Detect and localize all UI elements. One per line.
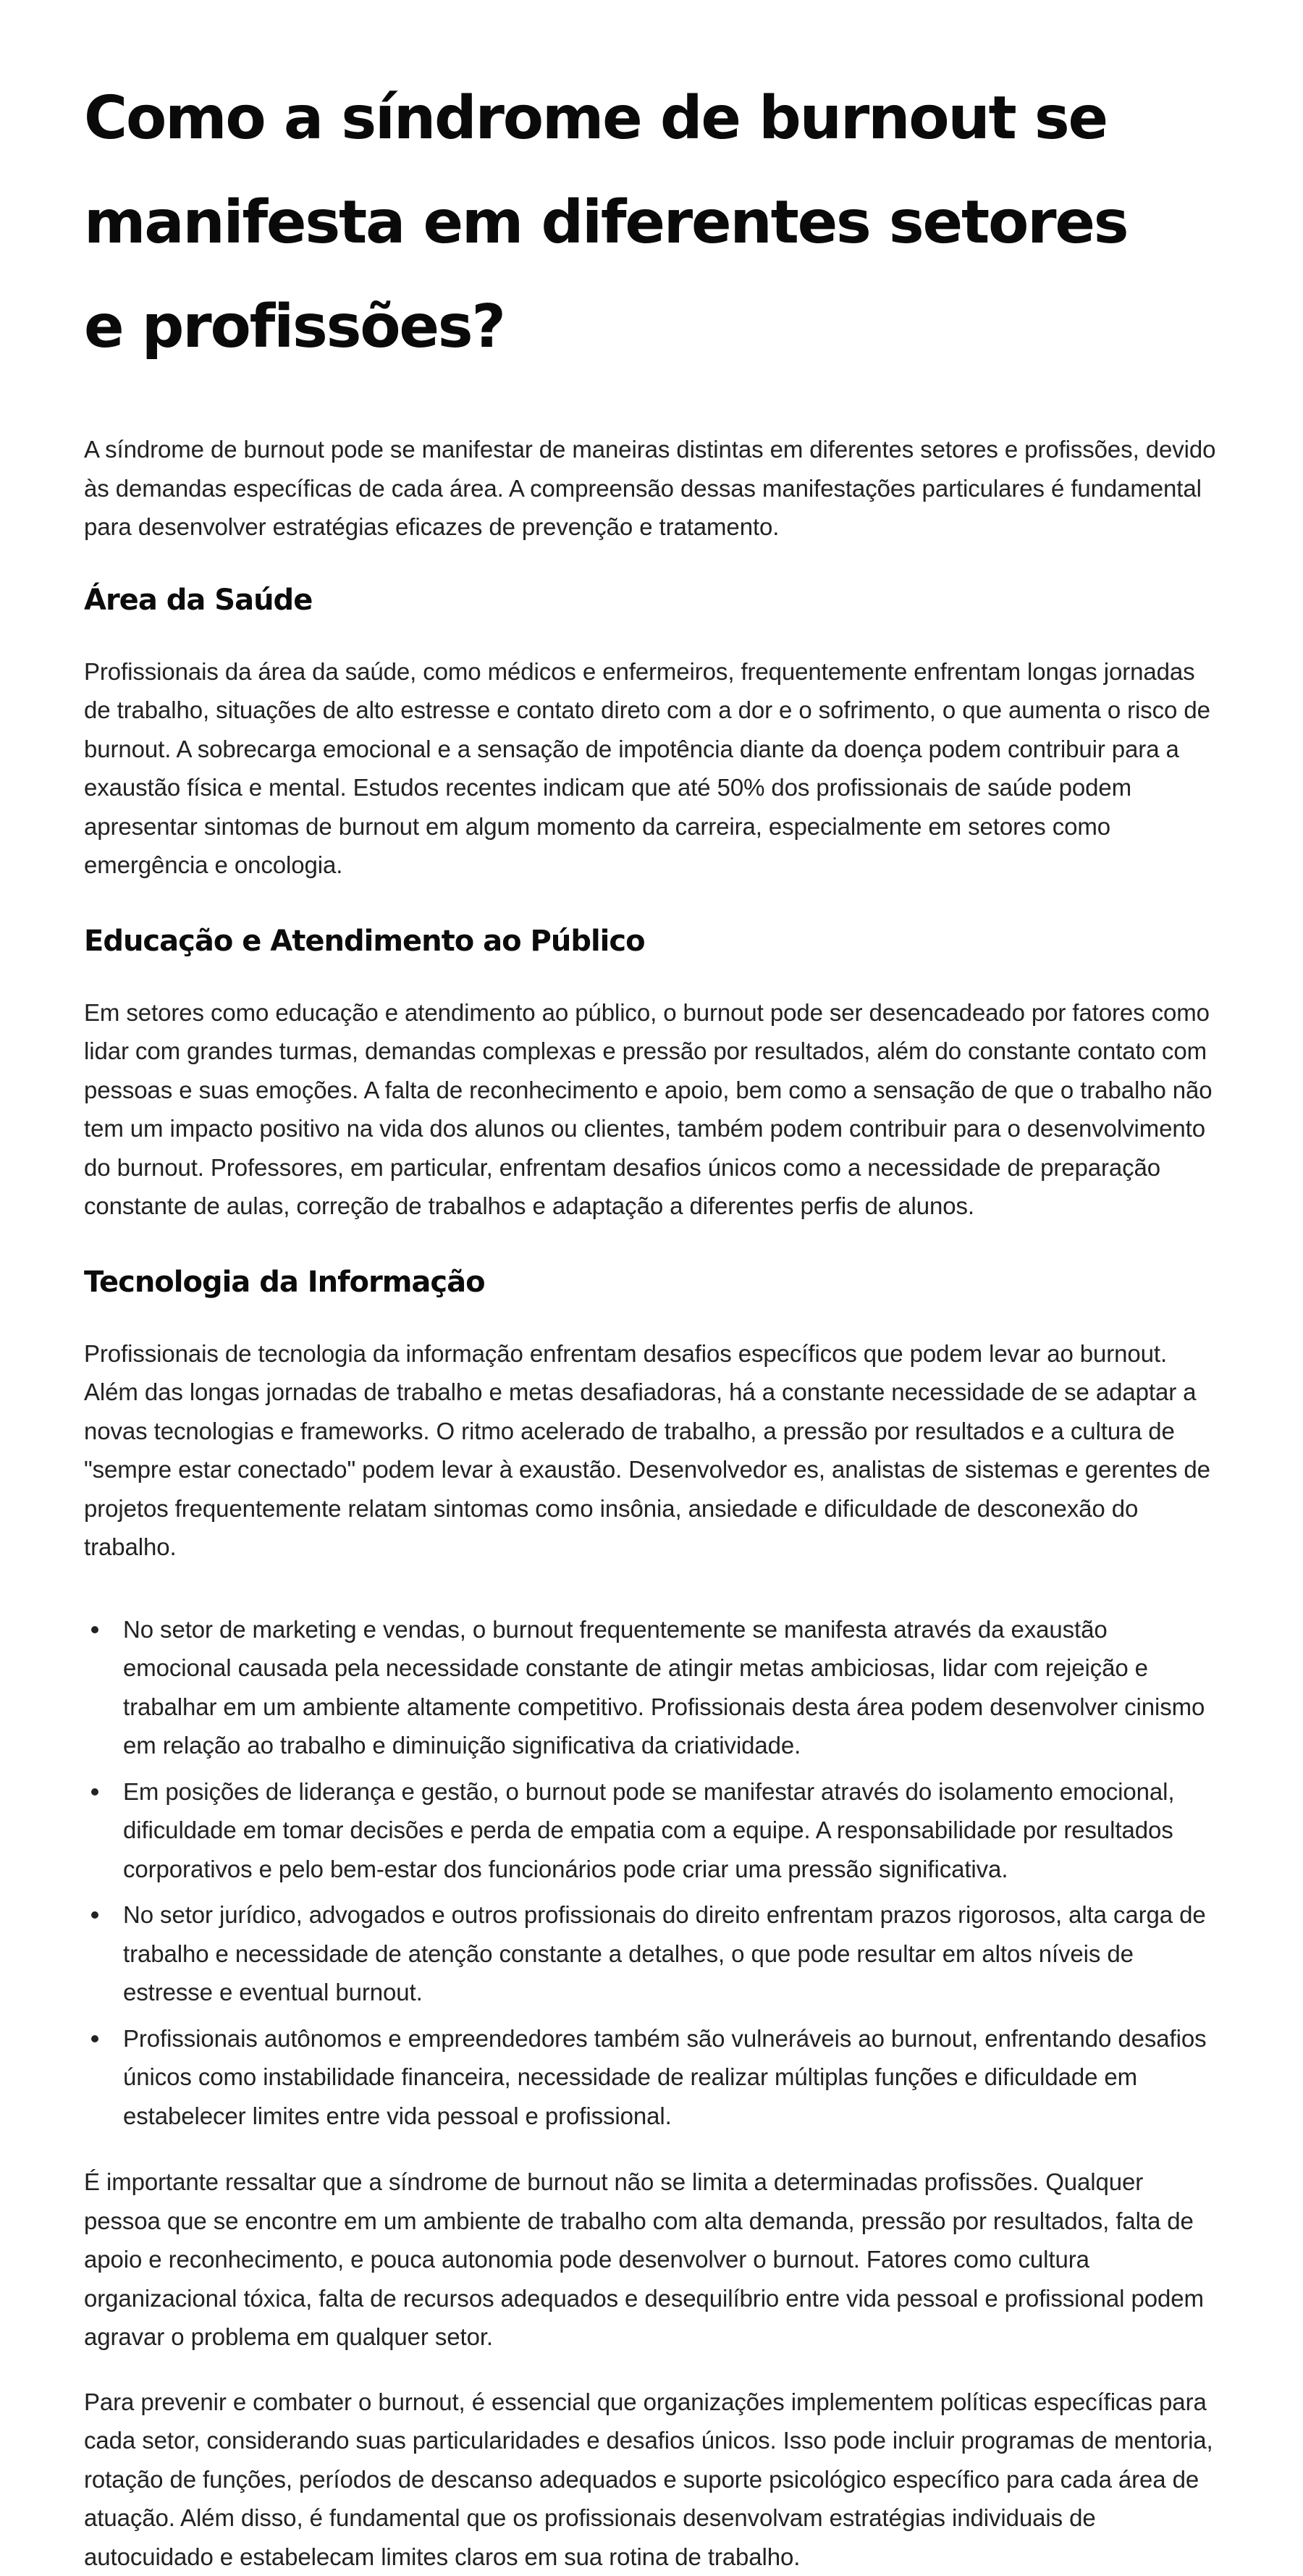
section-paragraph-tecnologia: Profissionais de tecnologia da informação enfrentam desafios específicos que podem levar ao burnout. Além das longas jornadas de trabalho e metas desafiadoras, há a constante necessidade de se adaptar a novas tecnologias e frameworks. O ritmo acelerado de trabalho, a pressão por resultados e a cultura de "sempre estar conectado" podem levar à exaustão. Desenvolvedor es, analistas de sistemas e gerentes de projetos frequentemente relatam sintomas como insônia, ansiedade e dificuldade de desconexão do trabalho. xyxy=(84,1334,1219,1567)
list-item xyxy=(84,2019,1219,2136)
page-title: Como a síndrome de burnout se manifesta em diferentes setores e profissões? xyxy=(84,67,1170,379)
section-heading-educacao: Educação e Atendimento ao Público xyxy=(84,921,1219,961)
list-item xyxy=(84,1772,1219,1889)
section-heading-tecnologia: Tecnologia da Informação xyxy=(84,1262,1219,1302)
section-paragraph-saude: Profissionais da área da saúde, como médicos e enfermeiros, frequentemente enfrentam longas jornadas de trabalho, situações de alto estresse e contato direto com a dor e o sofrimento, o que aumenta o risco de burnout. A sobrecarga emocional e a sensação de impotência diante da doença podem contribuir para a exaustão física e mental. Estudos recentes indicam que até 50% dos profissionais de saúde podem apresentar sintomas de burnout em algum momento da carreira, especialmente em setores como emergência e oncologia. xyxy=(84,652,1219,885)
list-item-text: Em posições de liderança e gestão, o burnout pode se manifestar através do isolamento emocional, dificuldade em tomar decisões e perda de empatia com a equipe. A responsabilidade por resultados corporativos e pelo bem-estar dos funcionários pode criar uma pressão significativa. xyxy=(123,1778,1174,1882)
closing-paragraph-1: É importante ressaltar que a síndrome de burnout não se limita a determinadas profissões. Qualquer pessoa que se encontre em um ambiente de trabalho com alta demanda, pressão por resultados, falta de apoio e reconhecimento, e pouca autonomia pode desenvolver o burnout. Fatores como cultura organizacional tóxica, falta de recursos adequados e desequilíbrio entre vida pessoal e profissional podem agravar o problema em qualquer setor. xyxy=(84,2163,1219,2357)
bullet-dot-icon xyxy=(91,1788,98,1796)
list-item xyxy=(84,1895,1219,2012)
bullet-dot-icon xyxy=(91,1626,98,1633)
bullet-dot-icon xyxy=(91,2035,98,2042)
section-paragraph-educacao: Em setores como educação e atendimento ao público, o burnout pode ser desencadeado por fatores como lidar com grandes turmas, demandas complexas e pressão por resultados, além do constante contato com pessoas e suas emoções. A falta de reconhecimento e apoio, bem como a sensação de que o trabalho não tem um impacto positivo na vida dos alunos ou clientes, também podem contribuir para o desenvolvimento do burnout. Professores, em particular, enfrentam desafios únicos como a necessidade de preparação constante de aulas, correção de trabalhos e adaptação a diferentes perfis de alunos. xyxy=(84,993,1219,1226)
list-item-text: Profissionais autônomos e empreendedores também são vulneráveis ao burnout, enfrentando desafios únicos como instabilidade financeira, necessidade de realizar múltiplas funções e dificuldade em estabelecer limites entre vida pessoal e profissional. xyxy=(123,2025,1206,2129)
list-item-text: No setor jurídico, advogados e outros profissionais do direito enfrentam prazos rigorosos, alta carga de trabalho e necessidade de atenção constante a detalhes, o que pode resultar em altos níveis de estresse e eventual burnout. xyxy=(123,1901,1206,2005)
section-heading-saude: Área da Saúde xyxy=(84,580,1219,620)
list-item xyxy=(84,1610,1219,1765)
bullet-dot-icon xyxy=(91,1911,98,1919)
intro-paragraph: A síndrome de burnout pode se manifestar de maneiras distintas em diferentes setores e profissões, devido às demandas específicas de cada área. A compreensão dessas manifestações particulares é fundamental para desenvolver estratégias eficazes de prevenção e tratamento. xyxy=(84,430,1219,547)
list-item-text: No setor de marketing e vendas, o burnout frequentemente se manifesta através da exaustão emocional causada pela necessidade constante de atingir metas ambiciosas, lidar com rejeição e trabalhar em um ambiente altamente competitivo. Profissionais desta área podem desenvolver cinismo em relação ao trabalho e diminuição significativa da criatividade. xyxy=(123,1616,1205,1759)
closing-paragraph-2: Para prevenir e combater o burnout, é essencial que organizações implementem políticas específicas para cada setor, considerando suas particularidades e desafios únicos. Isso pode incluir programas de mentoria, rotação de funções, períodos de descanso adequados e suporte psicológico específico para cada área de atuação. Além disso, é fundamental que os profissionais desenvolvam estratégias individuais de autocuidado e estabelecam limites claros em sua rotina de trabalho. xyxy=(84,2383,1219,2576)
bullet-list xyxy=(84,1610,1219,2136)
